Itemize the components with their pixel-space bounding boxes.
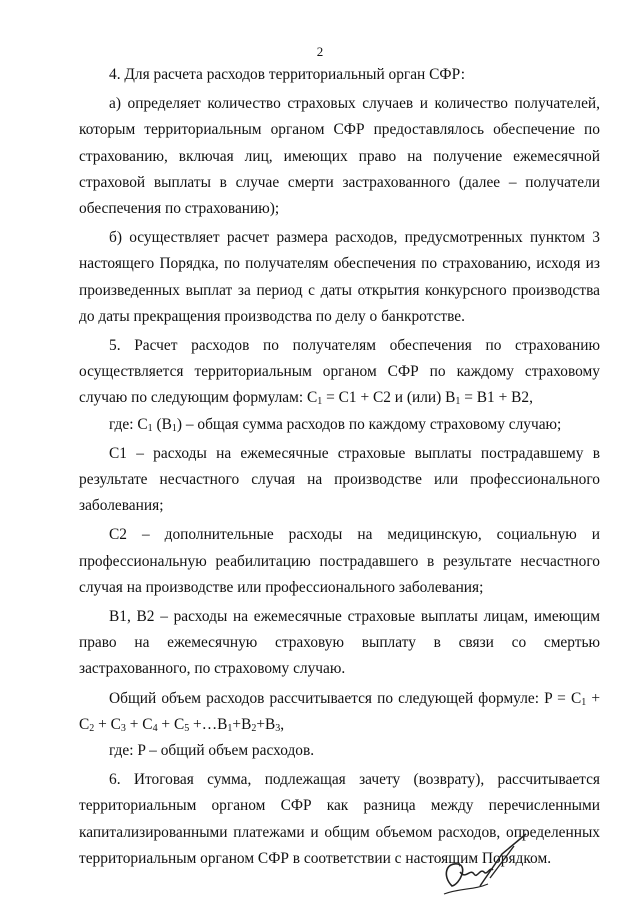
paragraph-5	[79, 333, 600, 412]
subscript: 5	[184, 722, 190, 734]
subscript: 1	[455, 396, 461, 408]
paragraph-6: 6. Итоговая сумма, подлежащая зачету (возврату), рассчитывается территориальным органом СФР как разница между перечисленными капитализированными платежами и общим объемом расходов, определенных территориальным органом СФР в соответствии с настоящим Порядком.	[79, 771, 600, 867]
subscript: 1	[171, 422, 177, 434]
text-span: = C1 + C2 и (или) B	[322, 389, 456, 407]
text-span: ) – общая сумма расходов по каждому страховому случаю;	[176, 415, 562, 433]
definition-c1: C1 – расходы на ежемесячные страховые выплаты пострадавшему в результате несчастного случая на производстве или профессионального заболевания;	[79, 444, 600, 515]
subscript: 4	[152, 722, 158, 734]
subscript: 3	[120, 722, 126, 734]
text-span: + C	[79, 689, 600, 733]
where-c1-b1	[79, 412, 600, 438]
paragraph-4a: а) определяет количество страховых случаев и количество получателей, которым территориальным органом СФР предоставлялось обеспечение по страхованию, включая лиц, имеющих право на получение ежемесячной страховой выплаты в случае смерти застрахованного (далее – получатели обеспечения по страхованию);	[79, 95, 600, 218]
text-span: 5. Расчет расходов по получателям обеспечения по страхованию осуществляется территориальным органом СФР по каждому страховому случаю по следующим формулам: C	[79, 337, 600, 407]
text-span: +…B	[189, 715, 228, 733]
subscript: 3	[275, 722, 281, 734]
text-span: + C	[157, 715, 185, 733]
text-span: Общий объем расходов рассчитывается по следующей формуле: P = C	[109, 689, 582, 707]
total-formula	[79, 686, 600, 738]
subscript: 1	[317, 396, 323, 408]
text-span: +B	[256, 715, 276, 733]
text-span: (B	[152, 415, 172, 433]
paragraph-4: 4. Для расчета расходов территориальный орган СФР:	[109, 66, 465, 83]
text-span: ,	[280, 715, 285, 733]
subscript: 2	[89, 722, 95, 734]
where-total: где: P – общий объем расходов.	[109, 742, 315, 760]
signature-icon	[430, 828, 540, 900]
text-span: где: C	[109, 415, 148, 433]
subscript: 1	[147, 422, 153, 434]
text-span: = B1 + B2,	[460, 389, 533, 407]
subscript: 1	[227, 722, 233, 734]
text-span: +B	[232, 715, 252, 733]
page-number: 2	[316, 44, 324, 59]
definition-c2: C2 – дополнительные расходы на медицинскую, социальную и профессиональную реабилитацию пострадавшего в результате несчастного случая на производстве или профессионального заболевания;	[79, 526, 600, 596]
text-span: + C	[125, 715, 153, 733]
definition-b1-b2: B1, B2 – расходы на ежемесячные страховые выплаты лицам, имеющим право на ежемесячную страховую выплату в связи со смертью застрахованного, по страховому случаю.	[79, 608, 600, 678]
subscript: 1	[581, 696, 587, 708]
subscript: 2	[251, 722, 257, 734]
paragraph-4b: б) осуществляет расчет размера расходов, предусмотренных пунктом 3 настоящего Порядка, по получателям обеспечения по страхованию, исходя из произведенных выплат за период с даты открытия конкурсного производства до даты прекращения производства по делу о банкротстве.	[79, 229, 600, 325]
text-span: + C	[98, 715, 121, 733]
document-body	[79, 62, 600, 872]
